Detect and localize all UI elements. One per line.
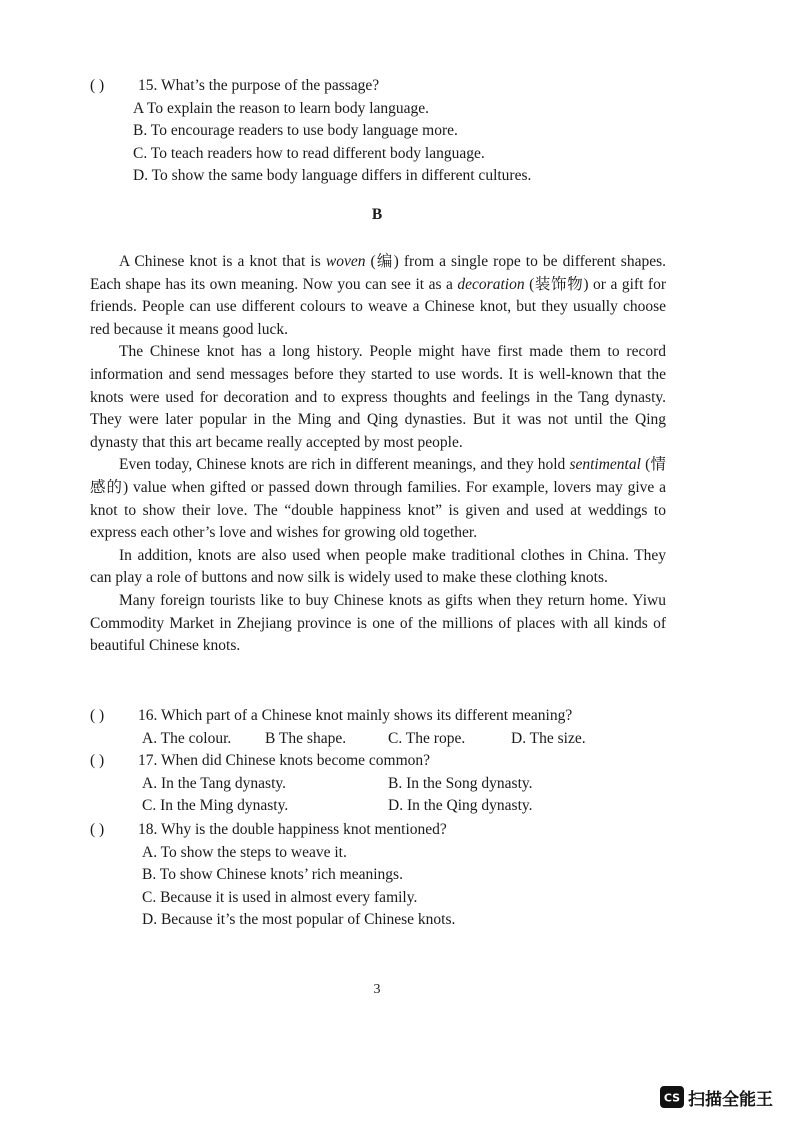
answer-blank[interactable]: ( ) [90,821,105,838]
vocab-word: woven [325,253,366,270]
option-b: B. To show Chinese knots’ rich meanings. [142,866,403,883]
question-16 [90,705,710,750]
question-15-stem [90,75,710,98]
reading-passage [90,251,666,658]
section-heading: B [371,206,383,223]
question-15 [90,75,710,188]
scanner-watermark [660,1084,773,1110]
option-b: B The shape. [265,729,347,747]
answer-blank[interactable]: ( ) [90,752,105,769]
options-row [90,728,710,751]
question-17-stem [90,750,710,773]
question-18 [90,819,710,932]
option-a: A To explain the reason to learn body language. [133,99,430,117]
option-d: D. To show the same body language differs in different cultures. [133,167,532,184]
logo-text: CS [663,1091,681,1105]
option-c: C. Because it is used in almost every family. [142,888,418,906]
question-text: 18. Why is the double happiness knot mentioned? [138,821,447,838]
question-text: 17. When did Chinese knots become common? [138,752,431,769]
answer-blank[interactable]: ( ) [90,77,105,94]
camscanner-logo-icon [660,1086,684,1108]
option-a: A. To show the steps to weave it. [142,843,347,861]
option-a: A. The colour. [142,729,232,747]
question-text: 15. What’s the purpose of the passage? [138,77,380,94]
question-17 [90,750,710,818]
option-c: C. The rope. [388,729,466,747]
passage-paragraph: A Chinese knot is a knot that is woven (编) from a single rope to be different shapes. Each shape has its own meaning. Now you can see it as a decoration (装饰物) or a gift for friends. People can use different colours to weave a Chinese knot, but they usually choose red because it means good luck. [90,253,667,338]
passage-paragraph: The Chinese knot has a long history. People might have first made them to record information and send messages before they started to use words. It is well-known that the knots were used for decoration and to express thoughts and feelings in the Tang dynasty. They were later popular in the Ming and Qing dynasties. But it was not until the Qing dynasty that this art became really accepted by most people. [90,343,666,451]
passage-paragraph: Many foreign tourists like to buy Chinese knots as gifts when they return home. Yiwu Commodity Market in Zhejiang province is one of the millions of places with all kinds of beautiful Chinese knots. [90,591,666,655]
passage-paragraph: Even today, Chinese knots are rich in different meanings, and they hold sentimental (情感的) value when gifted or passed down through families. For example, lovers may give a knot to show their love. The “double happiness knot” is given and used at weddings to express each other’s love and wishes for growing old together. [90,456,666,542]
options-row [90,795,710,818]
question-18-stem [90,819,710,842]
options-row [90,773,710,796]
vocab-word: sentimental [569,456,641,474]
question-text: 16. Which part of a Chinese knot mainly shows its different meaning? [138,707,573,724]
option-a: A. In the Tang dynasty. [142,774,286,792]
option-b: B. To encourage readers to use body language more. [133,122,458,139]
page-number: 3 [373,982,381,997]
vocab-word: decoration [457,275,525,293]
watermark-text: 扫描全能王 [688,1089,773,1110]
option-c: C. To teach readers how to read different body language. [133,144,485,162]
answer-blank[interactable]: ( ) [90,707,105,724]
question-16-stem [90,705,710,728]
passage-paragraph: In addition, knots are also used when people make traditional clothes in China. They can play a role of buttons and now silk is widely used to make these clothing knots. [90,546,666,587]
option-d: D. The size. [511,729,586,747]
option-d: D. Because it’s the most popular of Chinese knots. [142,911,456,928]
option-d: D. In the Qing dynasty. [388,797,533,814]
option-b: B. In the Song dynasty. [388,774,533,792]
option-c: C. In the Ming dynasty. [142,797,289,814]
